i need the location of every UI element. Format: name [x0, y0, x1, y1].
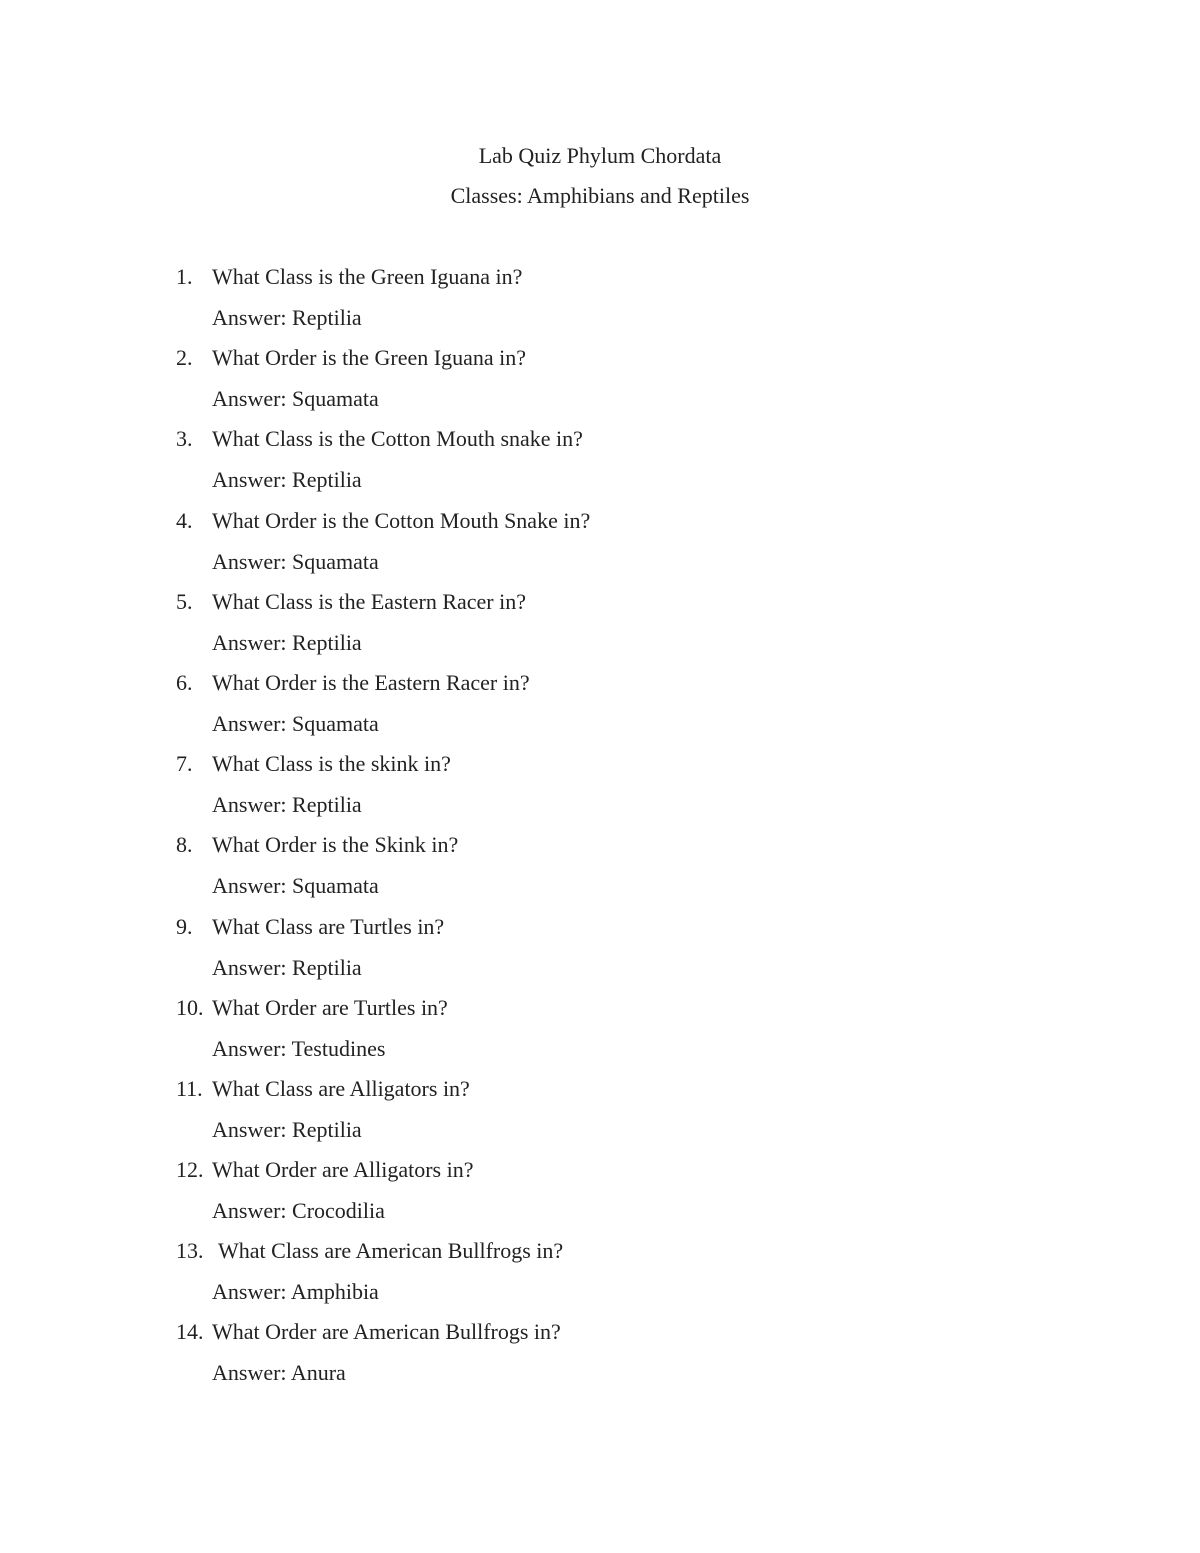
- question-text: What Order is the Cotton Mouth Snake in?: [212, 507, 591, 533]
- answer-text: Answer: Crocodilia: [212, 1198, 385, 1224]
- question-item: [0, 508, 1200, 589]
- question-number: 13.: [176, 1238, 204, 1264]
- question-item: [0, 264, 1200, 345]
- question-text: What Order are Alligators in?: [212, 1157, 474, 1183]
- question-number: 2.: [176, 345, 193, 371]
- question-number: 14.: [176, 1319, 204, 1345]
- question-number: 6.: [176, 669, 193, 695]
- question-item: [0, 1157, 1200, 1238]
- question-number: 11.: [176, 1075, 203, 1101]
- question-text: What Class are Alligators in?: [212, 1075, 470, 1101]
- question-item: [0, 751, 1200, 832]
- question-text: What Class are Turtles in?: [212, 913, 445, 939]
- question-number: 8.: [176, 832, 193, 858]
- answer-text: Answer: Reptilia: [212, 305, 362, 330]
- question-text: What Class is the Green Iguana in?: [212, 264, 523, 289]
- question-item: [0, 832, 1200, 913]
- question-item: [0, 1319, 1200, 1400]
- document-subtitle: Classes: Amphibians and Reptiles: [450, 183, 750, 208]
- answer-text: Answer: Anura: [212, 1360, 346, 1386]
- question-item: [0, 995, 1200, 1076]
- question-text: What Order is the Eastern Racer in?: [212, 669, 530, 695]
- question-item: [0, 914, 1200, 995]
- question-item: [0, 426, 1200, 507]
- question-number: 1.: [176, 264, 193, 289]
- question-text: What Order is the Green Iguana in?: [212, 345, 526, 371]
- answer-text: Answer: Testudines: [212, 1035, 386, 1061]
- question-text: What Class is the Cotton Mouth snake in?: [212, 426, 583, 452]
- question-item: [0, 1076, 1200, 1157]
- question-text: What Order are American Bullfrogs in?: [212, 1319, 561, 1345]
- answer-text: Answer: Squamata: [212, 386, 379, 412]
- question-number: 7.: [176, 751, 193, 777]
- question-number: 5.: [176, 588, 193, 614]
- question-number: 10.: [176, 994, 204, 1020]
- answer-text: Answer: Reptilia: [212, 954, 362, 980]
- answer-text: Answer: Reptilia: [212, 467, 362, 493]
- answer-text: Answer: Squamata: [212, 873, 379, 899]
- answer-text: Answer: Squamata: [212, 548, 379, 574]
- question-item: [0, 1238, 1200, 1319]
- document-title: Lab Quiz Phylum Chordata: [478, 143, 722, 168]
- answer-text: Answer: Reptilia: [212, 629, 362, 655]
- question-text: What Class is the Eastern Racer in?: [212, 588, 527, 614]
- question-number: 9.: [176, 913, 193, 939]
- answer-text: Answer: Squamata: [212, 710, 379, 736]
- answer-text: Answer: Reptilia: [212, 1116, 362, 1142]
- answer-text: Answer: Reptilia: [212, 792, 362, 818]
- question-text: What Order are Turtles in?: [212, 994, 448, 1020]
- question-number: 12.: [176, 1157, 204, 1183]
- question-item: [0, 670, 1200, 751]
- question-text: What Class are American Bullfrogs in?: [218, 1238, 564, 1264]
- question-number: 4.: [176, 507, 193, 533]
- question-text: What Class is the skink in?: [212, 751, 451, 777]
- question-item: [0, 589, 1200, 670]
- answer-text: Answer: Amphibia: [212, 1279, 379, 1305]
- question-number: 3.: [176, 426, 193, 452]
- question-item: [0, 345, 1200, 426]
- question-list: [0, 264, 1200, 1401]
- question-text: What Order is the Skink in?: [212, 832, 459, 858]
